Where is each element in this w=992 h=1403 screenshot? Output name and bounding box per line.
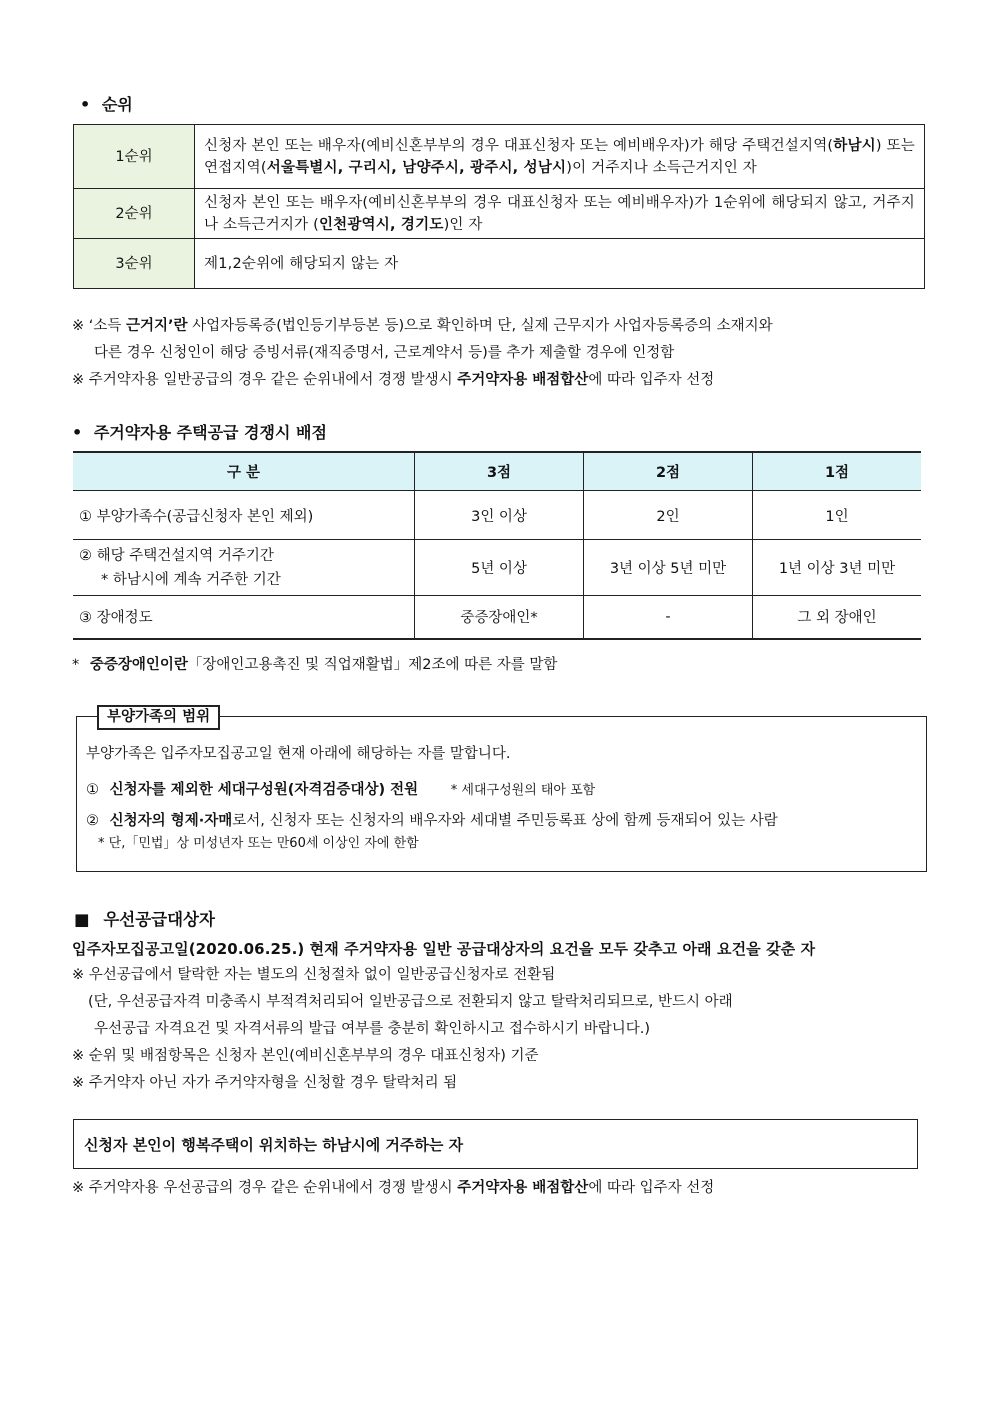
rank-description: 제1,2순위에 해당되지 않는 자 (195, 239, 925, 289)
table-row (74, 239, 925, 289)
table-row (73, 491, 921, 540)
rank-label: 3순위 (74, 239, 195, 289)
rank-description: 신청자 본인 또는 배우자(예비신혼부부의 경우 대표신청자 또는 예비배우자)가 해당 주택건설지역(하남시) 또는 연접지역(서울특별시, 구리시, 남양주시, 광주시, 성남시)이 거주지나 소득근거지인 자 (195, 125, 925, 189)
score-cell: - (584, 596, 753, 639)
score-table (73, 451, 921, 640)
dependents-tag: 부양가족의 범위 (97, 705, 220, 730)
rank-label: 2순위 (74, 189, 195, 239)
score-item: ② 해당 주택건설지역 거주기간 * 하남시에 계속 거주한 기간 (73, 540, 415, 596)
col-header: 1점 (752, 452, 921, 491)
bullet: • (72, 423, 83, 442)
priority-requirement-box: 신청자 본인이 행복주택이 위치하는 하남시에 거주하는 자 (73, 1119, 918, 1169)
note-line: ※ 우선공급에서 탈락한 자는 별도의 신청절차 없이 일반공급신청자로 전환됨 (72, 967, 556, 983)
score-cell: 1년 이상 3년 미만 (752, 540, 921, 596)
col-header: 구 분 (73, 452, 415, 491)
priority-lead: 입주자모집공고일(2020.06.25.) 현재 주거약자용 일반 공급대상자의 요건을 모두 갖추고 아래 요건을 갖춘 자 (72, 940, 816, 958)
rank-label: 1순위 (74, 125, 195, 189)
dependents-item-1: ① 신청자를 제외한 세대구성원(자격검증대상) 전원 * 세대구성원의 태아 포함 (86, 782, 596, 798)
score-footnote: * 중증장애인이란「장애인고용촉진 및 직업재활법」제2조에 따른 자를 말함 (72, 657, 558, 673)
section-priority-heading (74, 906, 215, 930)
dependents-content (86, 742, 916, 855)
section-title: 순위 (101, 95, 133, 114)
rank-table (73, 124, 925, 289)
score-cell: 3년 이상 5년 미만 (584, 540, 753, 596)
note-line: 다른 경우 신청인이 해당 증빙서류(재직증명서, 근로계약서 등)를 추가 제출할 경우에 인정함 (94, 345, 675, 361)
note-line: (단, 우선공급자격 미충족시 부적격처리되어 일반공급으로 전환되지 않고 탈락처리되므로, 반드시 아래 (88, 994, 733, 1010)
section-title: 주거약자용 주택공급 경쟁시 배점 (93, 423, 327, 442)
col-header: 3점 (415, 452, 584, 491)
rank-description: 신청자 본인 또는 배우자(예비신혼부부의 경우 대표신청자 또는 예비배우자)가 1순위에 해당되지 않고, 거주지나 소득근거지가 (인천광역시, 경기도)인 자 (195, 189, 925, 239)
score-cell: 그 외 장애인 (752, 596, 921, 639)
section-title: 우선공급대상자 (103, 910, 215, 929)
score-cell: 1인 (752, 491, 921, 540)
table-row (74, 189, 925, 239)
score-cell: 2인 (584, 491, 753, 540)
bullet: ■ (74, 910, 90, 929)
section-score-heading (72, 420, 327, 443)
note-line: ※ ‘소득 근거지’란 사업자등록증(법인등기부등본 등)으로 확인하며 단, 실제 근무지가 사업자등록증의 소재지와 (72, 318, 773, 334)
priority-final-note: ※ 주거약자용 우선공급의 경우 같은 순위내에서 경쟁 발생시 주거약자용 배점합산에 따라 입주자 선정 (72, 1180, 715, 1196)
score-cell: 중증장애인* (415, 596, 584, 639)
dependents-item-2: ② 신청자의 형제·자매로서, 신청자 또는 신청자의 배우자와 세대별 주민등록표 상에 함께 등재되어 있는 사람 (86, 813, 778, 829)
table-header-row (73, 452, 921, 491)
score-item: ① 부양가족수(공급신청자 본인 제외) (73, 491, 415, 540)
section-rank-heading (80, 92, 133, 115)
col-header: 2점 (584, 452, 753, 491)
table-row (74, 125, 925, 189)
bullet: • (80, 95, 91, 114)
dependents-intro: 부양가족은 입주자모집공고일 현재 아래에 해당하는 자를 말합니다. (86, 746, 511, 762)
dependents-item-2-note: * 단,「민법」상 미성년자 또는 만60세 이상인 자에 한함 (98, 836, 419, 851)
table-row (73, 540, 921, 596)
note-line: ※ 주거약자 아닌 자가 주거약자형을 신청할 경우 탈락처리 됨 (72, 1075, 458, 1091)
note-line: ※ 주거약자용 일반공급의 경우 같은 순위내에서 경쟁 발생시 주거약자용 배점합산에 따라 입주자 선정 (72, 372, 715, 388)
priority-notes (72, 962, 924, 1097)
score-cell: 3인 이상 (415, 491, 584, 540)
note-line: 우선공급 자격요건 및 자격서류의 발급 여부를 충분히 확인하시고 접수하시기 바랍니다.) (94, 1021, 650, 1037)
rank-notes (72, 313, 924, 394)
table-row (73, 596, 921, 639)
score-cell: 5년 이상 (415, 540, 584, 596)
score-item: ③ 장애정도 (73, 596, 415, 639)
note-line: ※ 순위 및 배점항목은 신청자 본인(예비신혼부부의 경우 대표신청자) 기준 (72, 1048, 539, 1064)
